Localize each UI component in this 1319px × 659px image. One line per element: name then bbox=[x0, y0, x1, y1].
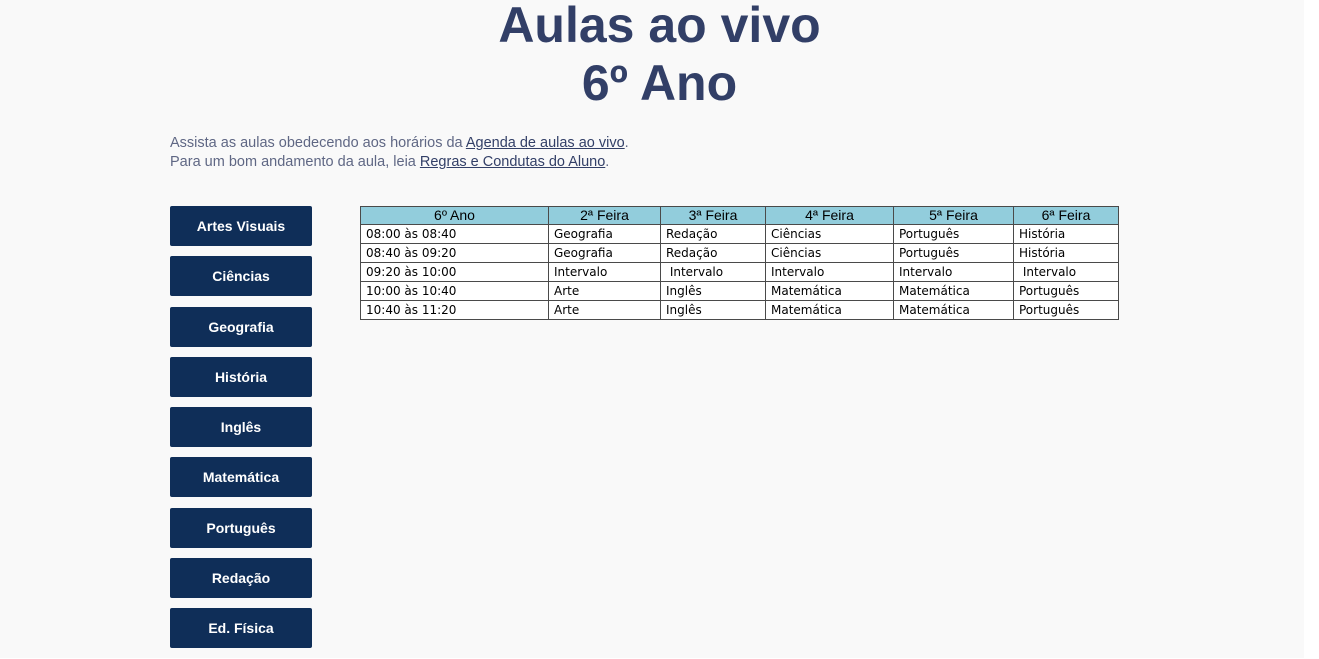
intro-text bbox=[170, 134, 629, 172]
table-cell: Intervalo bbox=[894, 263, 1014, 282]
table-cell: Arte bbox=[549, 282, 661, 301]
table-cell: Intervalo bbox=[1014, 263, 1119, 282]
table-cell: Geografia bbox=[549, 225, 661, 244]
time-cell: 10:00 às 10:40 bbox=[361, 282, 549, 301]
table-cell: Matemática bbox=[894, 301, 1014, 320]
intro-line-1-text: Assista as aulas obedecendo aos horários da bbox=[170, 135, 466, 151]
portugues-button[interactable]: Português bbox=[170, 508, 312, 548]
time-cell: 08:40 às 09:20 bbox=[361, 244, 549, 263]
time-cell: 09:20 às 10:00 bbox=[361, 263, 549, 282]
intro-line-1-end: . bbox=[624, 135, 629, 151]
table-cell: Intervalo bbox=[549, 263, 661, 282]
table-cell: Arte bbox=[549, 301, 661, 320]
time-cell: 08:00 às 08:40 bbox=[361, 225, 549, 244]
agenda-link[interactable]: Agenda de aulas ao vivo bbox=[465, 135, 625, 151]
table-cell: Matemática bbox=[894, 282, 1014, 301]
table-cell: História bbox=[1014, 225, 1119, 244]
table-cell: Redação bbox=[661, 225, 766, 244]
page-title-line1: Aulas ao vivo bbox=[498, 0, 821, 53]
table-cell: Ciências bbox=[766, 225, 894, 244]
table-cell: Intervalo bbox=[766, 263, 894, 282]
table-row bbox=[361, 244, 1119, 263]
table-row bbox=[361, 263, 1119, 282]
table-row bbox=[361, 282, 1119, 301]
table-cell: Português bbox=[894, 225, 1014, 244]
table-cell: Matemática bbox=[766, 282, 894, 301]
table-cell: Inglês bbox=[661, 282, 766, 301]
redacao-button[interactable]: Redação bbox=[170, 558, 312, 598]
header-cell-thursday: 5ª Feira bbox=[894, 207, 1014, 225]
table-row bbox=[361, 301, 1119, 320]
subject-nav bbox=[170, 206, 312, 659]
table-cell: Matemática bbox=[766, 301, 894, 320]
table-cell: Redação bbox=[661, 244, 766, 263]
schedule-header-row bbox=[361, 207, 1119, 225]
table-cell: Geografia bbox=[549, 244, 661, 263]
intro-line-2 bbox=[170, 153, 629, 172]
time-cell: 10:40 às 11:20 bbox=[361, 301, 549, 320]
historia-button[interactable]: História bbox=[170, 357, 312, 397]
rules-link[interactable]: Regras e Condutas do Aluno bbox=[419, 154, 606, 170]
table-cell: Português bbox=[1014, 282, 1119, 301]
header-cell-friday: 6ª Feira bbox=[1014, 207, 1119, 225]
artes-visuais-button[interactable]: Artes Visuais bbox=[170, 206, 312, 246]
header-cell-wednesday: 4ª Feira bbox=[766, 207, 894, 225]
schedule-table bbox=[360, 206, 1119, 320]
table-cell: História bbox=[1014, 244, 1119, 263]
ciencias-button[interactable]: Ciências bbox=[170, 256, 312, 296]
page-title bbox=[0, 0, 1319, 112]
geografia-button[interactable]: Geografia bbox=[170, 307, 312, 347]
table-cell: Ciências bbox=[766, 244, 894, 263]
matematica-button[interactable]: Matemática bbox=[170, 457, 312, 497]
table-row bbox=[361, 225, 1119, 244]
ed-fisica-button[interactable]: Ed. Física bbox=[170, 608, 312, 648]
table-cell: Português bbox=[1014, 301, 1119, 320]
header-cell-tuesday: 3ª Feira bbox=[661, 207, 766, 225]
header-cell-monday: 2ª Feira bbox=[549, 207, 661, 225]
intro-line-2-end: . bbox=[605, 154, 610, 170]
intro-line-2-text: Para um bom andamento da aula, leia bbox=[170, 154, 420, 170]
header-cell-year: 6º Ano bbox=[361, 207, 549, 225]
intro-line-1 bbox=[170, 134, 629, 153]
ingles-button[interactable]: Inglês bbox=[170, 407, 312, 447]
page-title-line2: 6º Ano bbox=[581, 55, 738, 111]
table-cell: Português bbox=[894, 244, 1014, 263]
table-cell: Intervalo bbox=[661, 263, 766, 282]
table-cell: Inglês bbox=[661, 301, 766, 320]
